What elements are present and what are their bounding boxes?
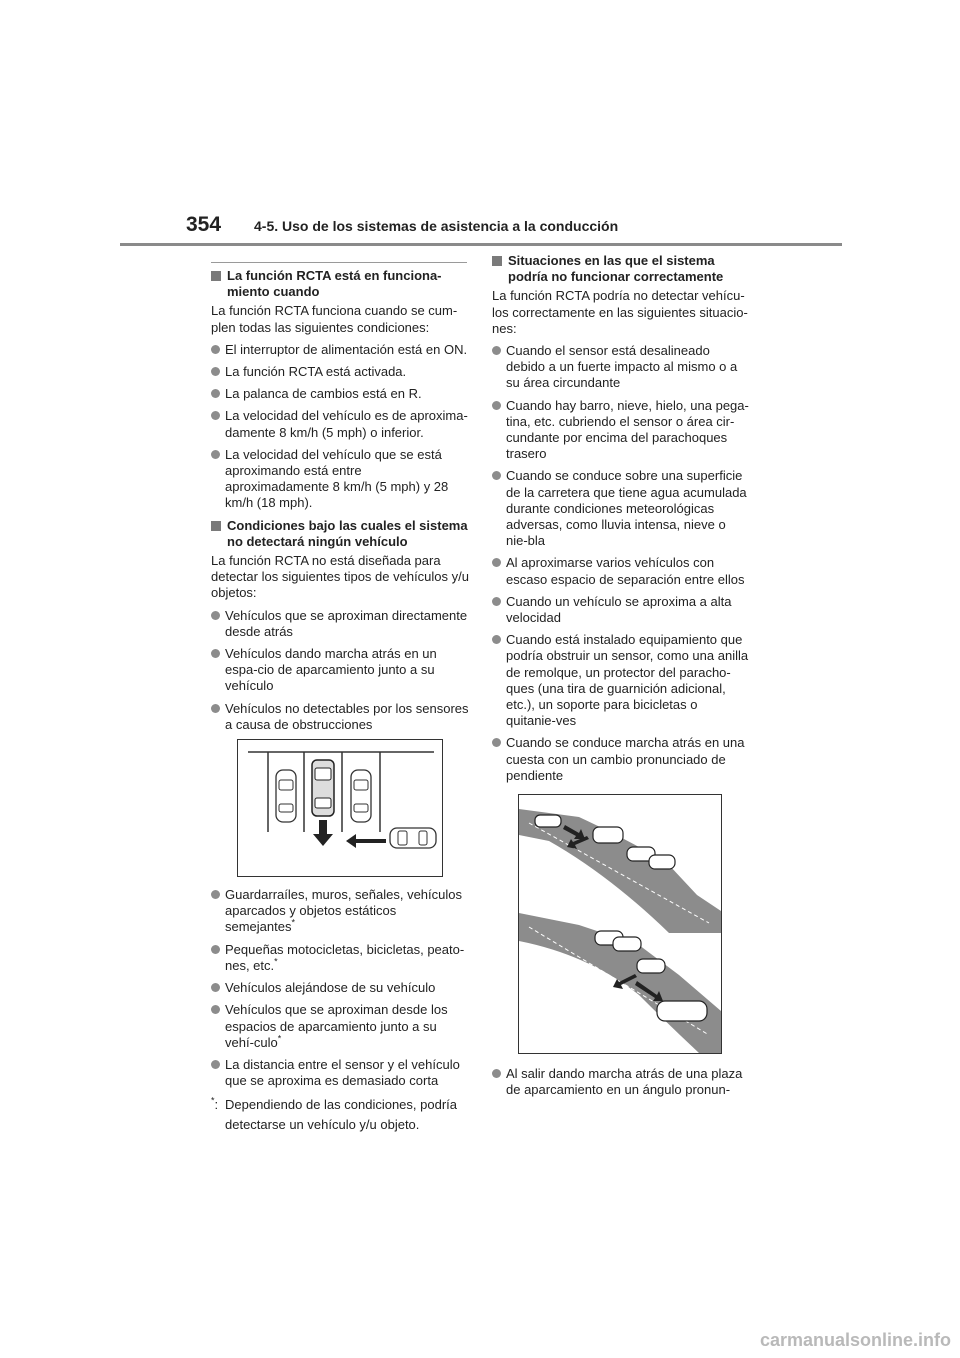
section-rule: [211, 262, 467, 263]
section-title-malfunction: Situaciones en las que el sistema podría no funcionar correctamente: [492, 253, 750, 285]
approaching-car-icon: [390, 828, 436, 848]
header-rule: [120, 243, 842, 246]
parked-car-icon: [276, 770, 296, 822]
list-item: El interruptor de alimentación está en ON.: [211, 342, 469, 358]
list-item: La función RCTA está activada.: [211, 364, 469, 380]
page-number: 354: [186, 213, 222, 236]
list-item: Vehículos alejándose de su vehículo: [211, 980, 469, 996]
chapter-title: 4-5. Uso de los sistemas de asistencia a la conducción: [254, 218, 619, 234]
list-item: Vehículos dando marcha atrás en un espa-cio de aparcamiento junto a su vehículo: [211, 646, 469, 695]
section-title-rcta-operation: La función RCTA está en funciona-miento cuando: [211, 268, 469, 300]
list-item: Vehículos no detectables por los sensores a causa de obstrucciones: [211, 701, 469, 733]
own-vehicle-icon: [657, 1001, 707, 1021]
list-item: Al salir dando marcha atrás de una plaza de aparcamiento en un ángulo pronun-: [492, 1066, 750, 1098]
right-column: [492, 253, 750, 1105]
list-item: Cuando está instalado equipamiento que podría obstruir un sensor, como una anilla de remolque, un protector del paracho-ques (una tira de guarnición adicional, etc.), un soporte para bicicletas o quitanie-ves: [492, 632, 750, 729]
parked-car-icon: [351, 770, 371, 822]
car-icon: [613, 937, 641, 951]
list-item: Cuando se conduce marcha atrás en una cuesta con un cambio pronunciado de pendiente: [492, 735, 750, 784]
section-intro: La función RCTA no está diseñada para detectar los siguientes tipos de vehículos y/u objetos:: [211, 553, 469, 601]
list-item: Cuando hay barro, nieve, hielo, una pega-tina, etc. cubriendo el sensor o área cir-cundante por encima del parachoques trasero: [492, 398, 750, 463]
list-item: Pequeñas motocicletas, bicicletas, peato-nes, etc.*: [211, 942, 469, 974]
list-item: Vehículos que se aproximan directamente desde atrás: [211, 608, 469, 640]
car-icon: [593, 827, 623, 843]
section-title-not-detected: Condiciones bajo las cuales el sistema no detectará ningún vehículo: [211, 518, 469, 550]
section-intro: La función RCTA funciona cuando se cum-plen todas las siguientes condiciones:: [211, 303, 458, 335]
list-item: Vehículos que se aproximan desde los espacios de aparcamiento junto a su vehí-culo*: [211, 1002, 469, 1051]
list-item: Cuando el sensor está desalineado debido a un fuerte impacto al mismo o a su área circundante: [492, 343, 750, 392]
list-item: Cuando un vehículo se aproxima a alta velocidad: [492, 594, 750, 626]
arrow-down-icon: [313, 820, 333, 846]
arrow-left-icon: [346, 834, 386, 848]
own-vehicle-icon: [312, 760, 334, 816]
footnote: *: Dependiendo de las condiciones, podría detectarse un vehículo y/u objeto.: [211, 1095, 458, 1133]
list-item: La palanca de cambios está en R.: [211, 386, 469, 402]
car-icon: [649, 855, 675, 869]
list-item: Al aproximarse varios vehículos con escaso espacio de separación entre ellos: [492, 555, 750, 587]
list-item: Cuando se conduce sobre una superficie de la carretera que tiene agua acumulada durante condiciones meteorológicas adversas, como lluvia intensa, nieve o nie-bla: [492, 468, 750, 549]
list-item: La velocidad del vehículo es de aproxima-damente 8 km/h (5 mph) o inferior.: [211, 408, 469, 440]
car-icon: [535, 815, 561, 827]
watermark: carmanualsonline.info: [760, 1330, 952, 1350]
list-item: La distancia entre el sensor y el vehículo que se aproxima es demasiado corta: [211, 1057, 469, 1089]
parking-illustration: [237, 739, 443, 877]
section-intro: La función RCTA podría no detectar vehícu-los correctamente en las siguientes situacio-nes:: [492, 288, 748, 336]
list-item: La velocidad del vehículo que se está aproximando está entre aproximadamente 8 km/h (5 mph) y 28 km/h (18 mph).: [211, 447, 469, 512]
slope-illustration: [518, 794, 722, 1054]
list-item: Guardarraíles, muros, señales, vehículos aparcados y objetos estáticos semejantes*: [211, 887, 469, 936]
left-column: [211, 262, 469, 1141]
car-icon: [637, 959, 665, 973]
